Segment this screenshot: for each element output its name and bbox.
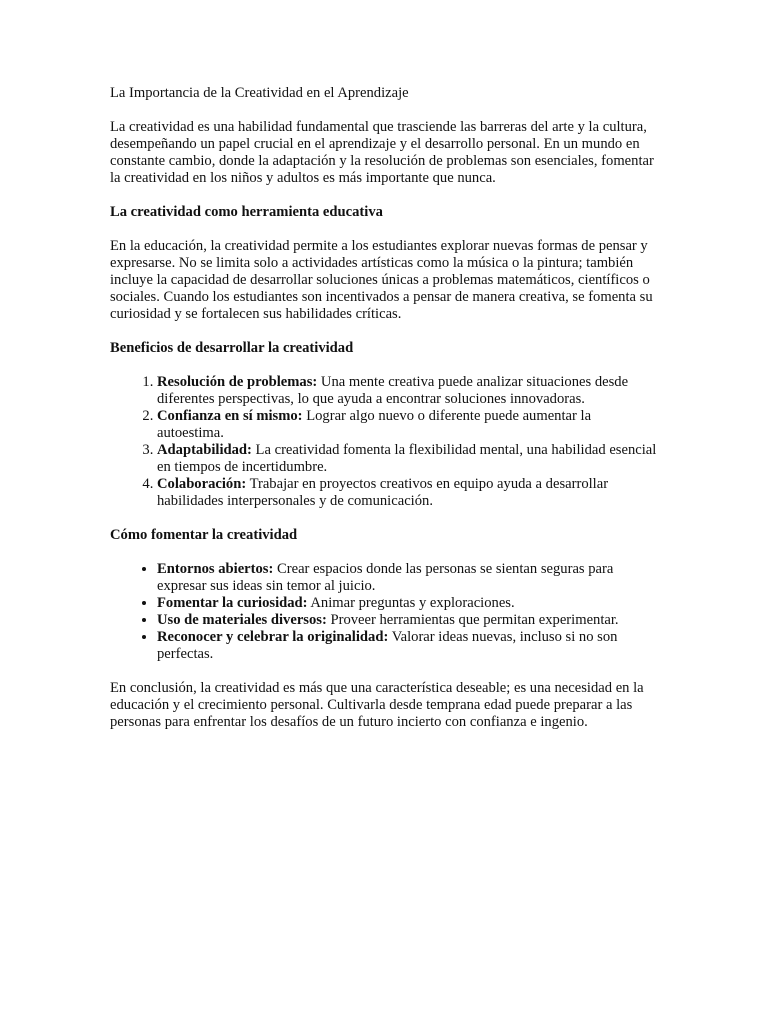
educational-tool-paragraph: En la educación, la creatividad permite a los estudiantes explorar nuevas formas de pensar y expresarse. No se limita solo a actividades artísticas como la música o la pintura; también incluye la capacidad de desarrollar soluciones únicas a problemas matemáticos, científicos o sociales. Cuando los estudiantes son incentivados a pensar de manera creativa, se fomenta su curiosidad y se fortalecen sus habilidades críticas.	[110, 238, 653, 322]
benefits-list	[110, 374, 660, 510]
list-item	[157, 408, 660, 442]
section-heading-educational-tool: La creatividad como herramienta educativa	[110, 204, 383, 220]
list-item	[157, 476, 660, 510]
document-body	[110, 85, 660, 748]
list-item-text: Lograr algo nuevo o diferente puede aumentar la autoestima.	[157, 408, 592, 441]
list-item-term: Reconocer y celebrar la originalidad:	[157, 629, 389, 645]
list-item	[157, 595, 660, 612]
list-item-text: Proveer herramientas que permitan experimentar.	[326, 612, 619, 628]
section-heading-benefits: Beneficios de desarrollar la creatividad	[110, 340, 354, 356]
list-item-text: Valorar ideas nuevas, incluso si no son perfectas.	[157, 629, 618, 662]
intro-paragraph: La creatividad es una habilidad fundamental que trasciende las barreras del arte y la cultura, desempeñando un papel crucial en el aprendizaje y el desarrollo personal. En un mundo en constante cambio, donde la adaptación y la resolución de problemas son esenciales, fomentar la creatividad en los niños y adultos es más importante que nunca.	[110, 119, 654, 186]
section-heading-how-to-foster: Cómo fomentar la creatividad	[110, 527, 298, 543]
list-item-term: Adaptabilidad:	[157, 442, 252, 458]
list-item-term: Resolución de problemas:	[157, 374, 318, 390]
list-item-text: Animar preguntas y exploraciones.	[307, 595, 515, 611]
list-item	[157, 561, 660, 595]
foster-list	[110, 561, 660, 663]
list-item-term: Fomentar la curiosidad:	[157, 595, 308, 611]
list-item	[157, 612, 660, 629]
list-item	[157, 629, 660, 663]
list-item	[157, 442, 660, 476]
list-item-text: Trabajar en proyectos creativos en equipo ayuda a desarrollar habilidades interpersonales y de comunicación.	[157, 476, 609, 509]
list-item	[157, 374, 660, 408]
list-item-term: Uso de materiales diversos:	[157, 612, 327, 628]
conclusion-paragraph: En conclusión, la creatividad es más que una característica deseable; es una necesidad en la educación y el crecimiento personal. Cultivarla desde temprana edad puede preparar a las personas para enfrentar los desafíos de un futuro incierto con confianza e ingenio.	[110, 680, 644, 730]
list-item-term: Confianza en sí mismo:	[157, 408, 303, 424]
document-title: La Importancia de la Creatividad en el Aprendizaje	[110, 85, 409, 101]
list-item-term: Colaboración:	[157, 476, 247, 492]
list-item-text: Una mente creativa puede analizar situaciones desde diferentes perspectivas, lo que ayuda a encontrar soluciones innovadoras.	[157, 374, 629, 407]
list-item-term: Entornos abiertos:	[157, 561, 274, 577]
list-item-text: Crear espacios donde las personas se sientan seguras para expresar sus ideas sin temor al juicio.	[157, 561, 614, 594]
list-item-text: La creatividad fomenta la flexibilidad mental, una habilidad esencial en tiempos de incertidumbre.	[157, 442, 657, 475]
